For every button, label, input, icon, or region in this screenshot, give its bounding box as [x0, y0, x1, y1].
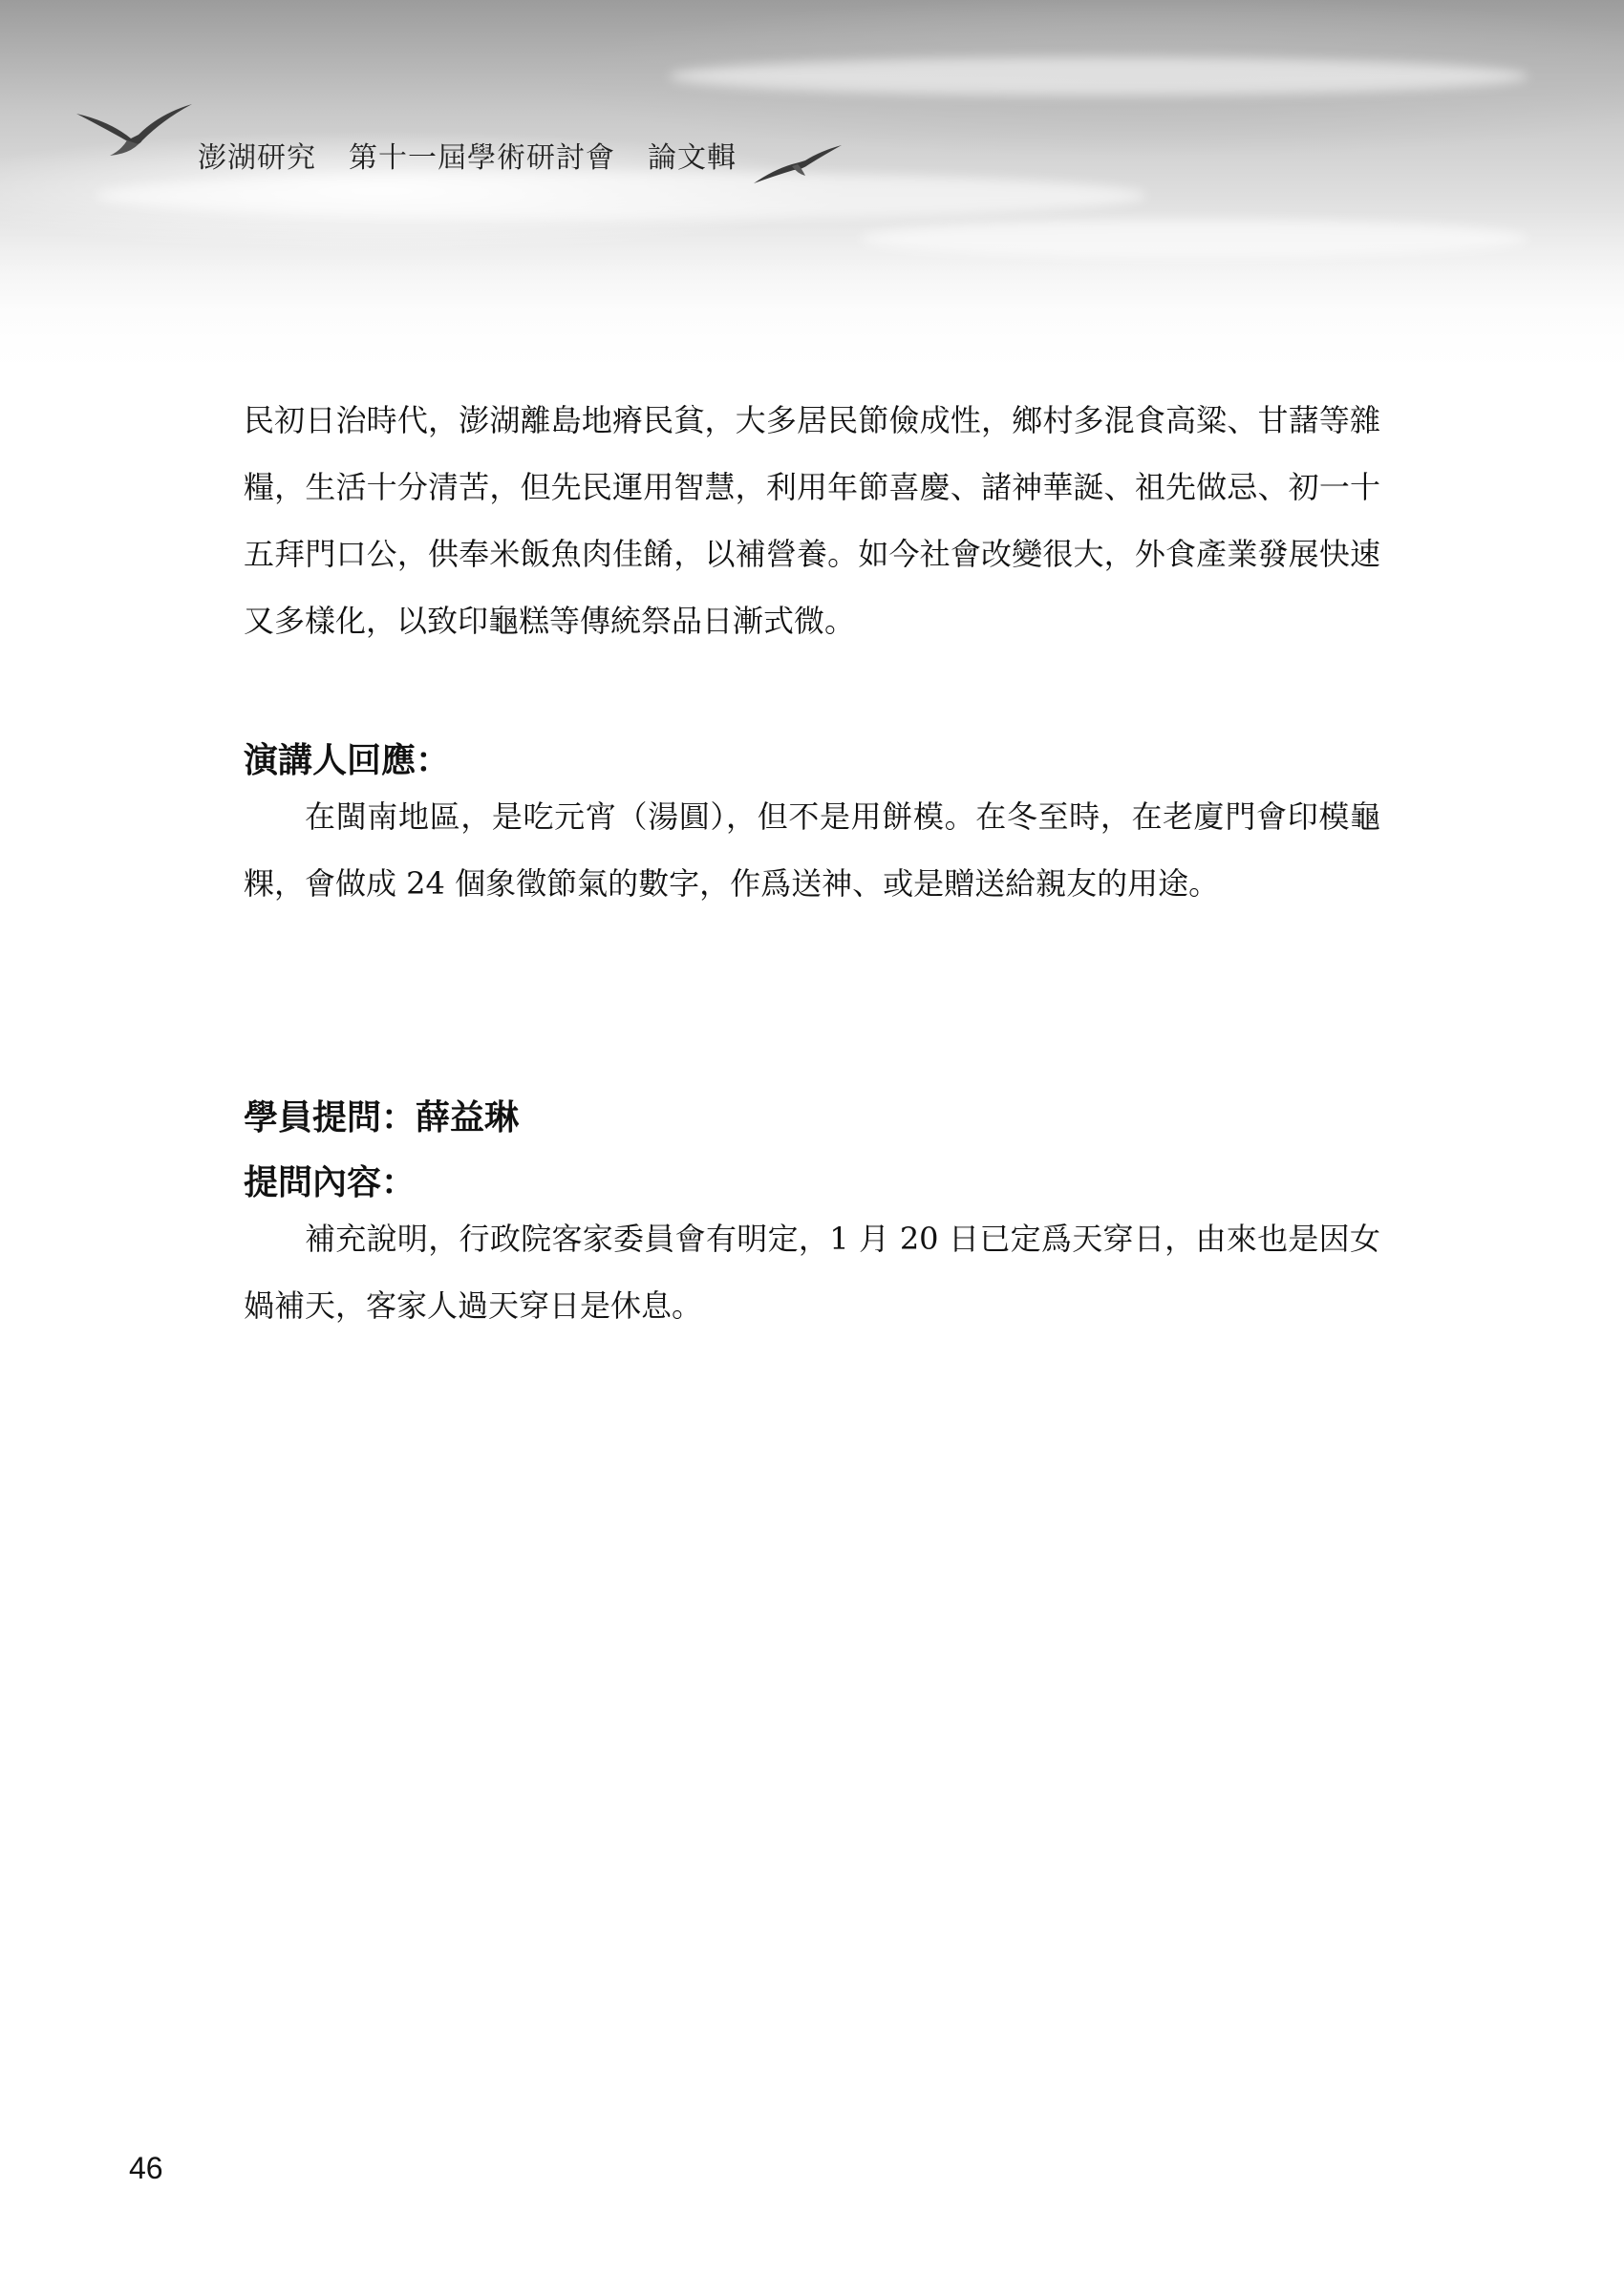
header-banner [0, 0, 1624, 382]
student-question-heading: 學員提問：薛益琳 [244, 1097, 520, 1137]
volume-name: 論文輯 [648, 141, 737, 175]
conference-name: 第十一屆學術研討會 [349, 141, 615, 175]
cloud-streak [669, 57, 1528, 96]
seagull-left-icon [72, 100, 196, 158]
running-header [198, 134, 769, 176]
intro-paragraph: 民初日治時代，澎湖離島地瘠民貧，大多居民節儉成性，鄉村多混食高粱、甘藷等雜糧，生活十分清苦，但先民運用智慧，利用年節喜慶、諸神華誕、祖先做忌、初一十五拜門口公，供奉米飯魚肉佳餚，以補營養。如今社會改變很大，外食產業發展快速又多樣化，以致印龜糕等傳統祭品日漸式微。 [244, 402, 1380, 639]
speaker-response-paragraph: 在閩南地區，是吃元宵（湯圓），但不是用餅模。在冬至時，在老廈門會印模龜粿，會做成 24 個象徵節氣的數字，作爲送神、或是贈送給親友的用途。 [244, 798, 1380, 902]
seagull-right-icon [750, 141, 845, 189]
page-number: 46 [129, 2151, 163, 2185]
journal-name: 澎湖研究 [198, 141, 316, 175]
cloud-streak [96, 172, 1146, 220]
cloud-streak [860, 220, 1528, 258]
question-content-heading: 提問內容： [244, 1162, 417, 1202]
question-content-paragraph: 補充說明，行政院客家委員會有明定，1 月 20 日已定爲天穿日，由來也是因女媧補天，客家人過天穿日是休息。 [244, 1221, 1380, 1324]
speaker-response-heading: 演講人回應： [244, 740, 451, 780]
